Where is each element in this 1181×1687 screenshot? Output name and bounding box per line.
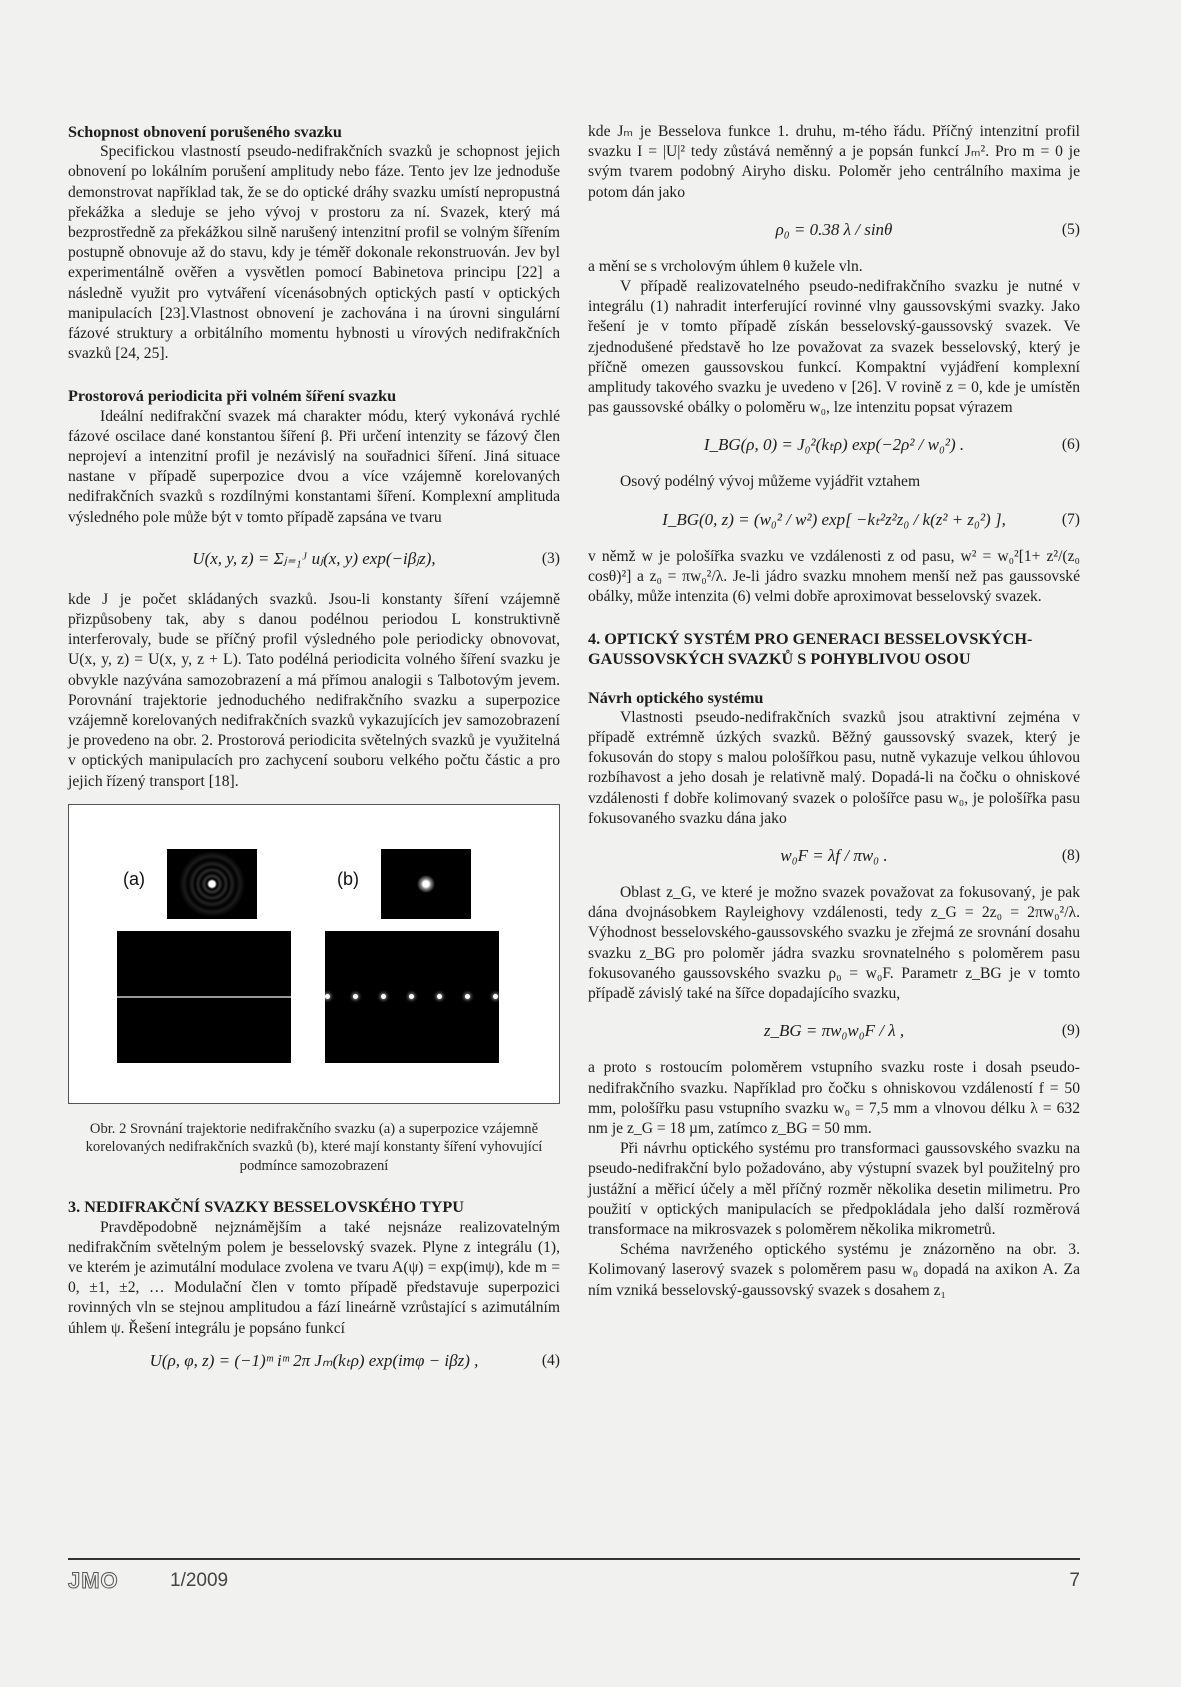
equation-6 bbox=[588, 418, 1080, 472]
equation-4 bbox=[68, 1339, 560, 1383]
equation-3 bbox=[68, 528, 560, 590]
footer-divider bbox=[68, 1558, 1080, 1560]
paragraph: Ideální nedifrakční svazek má charakter módu, který vykonává rychlé fázové oscilace dané konstantou šíření β. Při určení intenzity se fázový člen neprojeví a intenzitní profil je nezávislý na souřadnici šíření. Jiná situace nastane v případě superpozice dvou a více vzájemně korelovaných nedifrakčních svazků s rozdílnými konstantami šíření. Komplexní amplituda výsledného pole může být v tomto případě zapsána ve tvaru bbox=[68, 407, 560, 526]
section-heading: 3. NEDIFRAKČNÍ SVAZKY BESSELOVSKÉHO TYPU bbox=[68, 1198, 464, 1217]
left-column bbox=[68, 122, 560, 1383]
paragraph: kde Jₘ je Besselova funkce 1. druhu, m-tého řádu. Příčný intenzitní profil svazku I = |U|² tedy zůstává neměnný a je popsán funkcí Jₘ². Pro m = 0 je svým tvarem podobný Airyho disku. Poloměr jeho centrálního maxima je potom dán jako bbox=[588, 123, 1080, 201]
page-number: 7 bbox=[1069, 1570, 1080, 1591]
equation-text: U(x, y, z) = Σⱼ₌₁ᴶ uⱼ(x, y) exp(−iβⱼz), bbox=[192, 548, 436, 568]
paragraph: Osový podélný vývoj můžeme vyjádřit vztahem bbox=[620, 473, 921, 491]
figure-label-a: (a) bbox=[123, 868, 145, 889]
paragraph: Oblast z_G, ve které je možno svazek považovat za fokusovaný, je pak dána dvojnásobkem Rayleighovy vzdálenosti, tedy z_G = 2z₀ = 2πw₀²/λ. Výhodnost besselovského-gaussovského svazku je zřejmá ze srovnání dosahu svazku z_BG pro poloměr jádra svazku srovnatelného s poloměrem pasu fokusovaného gaussovského svazku ρ₀ = w₀F. Parametr z_BG je v tomto případě závislý také na šířce dopadajícího svazku, bbox=[588, 884, 1080, 1003]
equation-text: I_BG(ρ, 0) = J₀²(kₜρ) exp(−2ρ² / w₀²) . bbox=[703, 435, 965, 455]
paragraph: Vlastnosti pseudo-nedifrakčních svazků jsou atraktivní zejména v případě extrémně úzkých svazků. Běžný gaussovský svazek, který je fokusován do stopy s malou pološířkou pasu, nutně vykazuje velkou úhlovou rozbíhavost a jeho dosah je relativně malý. Dopadá-li na čočku o ohniskové vzdálenosti f dobře kolimovaný svazek o pološířce pasu w₀, je pološířka pasu fokusovaného svazku dána jako bbox=[588, 708, 1080, 827]
paragraph: v němž w je pološířka svazku ve vzdálenosti z od pasu, w² = w₀²[1+ z²/(z₀ cosθ)²] a z₀ = πw₀²/λ. Je-li jádro svazku mnohem menší než pas gaussovské obálky, může intenzita (6) velmi dobře aproximovat besselovský svazek. bbox=[588, 547, 1080, 606]
equation-text: z_BG = πw₀w₀F / λ , bbox=[763, 1021, 905, 1041]
paragraph: a proto s rostoucím poloměrem vstupního svazku roste i dosah pseudo-nedifrakčního svazku. Například pro čočku s ohniskovou vzdáleností f = 50 mm, pološířku pasu vstupního svazku w₀ = 7,5 mm a vlnovou délku λ = 632 nm je z_G = 18 µm, zatímco z_BG = 50 mm. bbox=[588, 1059, 1080, 1137]
figure-caption: Obr. 2 Srovnání trajektorie nedifrakčního svazku (a) a superpozice vzájemně korelovaných nedifrakčních svazků (b), které mají konstanty šíření vyhovující podmínce samozobrazení bbox=[85, 1120, 543, 1174]
superposition-beam-profile-image bbox=[381, 849, 471, 919]
paragraph: kde J je počet skládaných svazků. Jsou-li konstanty šíření vzájemně přizpůsobeny tak, aby s danou podélnou periodou L konstruktivně interferovaly, bude se příčný profil výsledného pole periodicky obnovovat, U(x, y, z) = U(x, y, z + L). Tato podélná periodicita volného šíření svazku je obvykle nazývána samozobrazení a má přímou analogii s Talbotovým jevem. Porovnání trajektorie jednoduchého nedifrakčního svazku a superpozice vzájemně korelovaných nedifrakčních svazků vykazujících jev samozobrazení je provedeno na obr. 2. Prostorová periodicita světelných svazků je využitelná v optických manipulacích pro zachycení souboru velkého počtu částic a pro jejich řízený transport [18]. bbox=[68, 590, 560, 790]
equation-text: U(ρ, φ, z) = (−1)ᵐ iᵐ 2π Jₘ(kₜρ) exp(imφ − iβz) , bbox=[149, 1350, 479, 1370]
equation-7 bbox=[588, 493, 1080, 547]
equation-8 bbox=[588, 829, 1080, 883]
figure-label-b: (b) bbox=[337, 868, 359, 889]
paragraph: a mění se s vrcholovým úhlem θ kužele vln. bbox=[588, 257, 863, 275]
bessel-beam-profile-image bbox=[167, 849, 257, 919]
equation-number: (8) bbox=[1061, 846, 1080, 864]
equation-text: I_BG(0, z) = (w₀² / w²) exp[ −kₜ²z²z₀ / k(z² + z₀²) ], bbox=[662, 509, 1006, 529]
equation-5 bbox=[588, 203, 1080, 257]
paragraph: Specifickou vlastností pseudo-nedifrakčních svazků je schopnost jejich obnovení po lokálním porušení amplitudy nebo fáze. Tento jev lze jednoduše demonstrovat například tak, že se do optické dráhy svazku umístí nepropustná překážka a sleduje se jeho vývoj v prostoru za ní. Svazek, který má bezprostředně za překážkou silně narušený intenzitní profil se volným šířením postupně obnovuje až do stavu, kdy je téměř dokonale rekonstruován. Jev byl experimentálně ověřen a vysvětlen pomocí Babinetova principu [22] a následně využit pro vytváření vícenásobných optických pastí v optických manipulacích [23].Vlastnost obnovení je zachována i na úrovni singulární fázové struktury a orbitálního momentu hybnosti u vírových nedifrakčních svazků [24, 25]. bbox=[68, 143, 560, 363]
section-heading: 4. OPTICKÝ SYSTÉM PRO GENERACI BESSELOVSKÝCH-GAUSSOVSKÝCH SVAZKŮ S POHYBLIVOU OSOU bbox=[588, 630, 1033, 669]
figure-2 bbox=[68, 804, 560, 1104]
section-heading: Návrh optického systému bbox=[588, 688, 764, 707]
equation-9 bbox=[588, 1004, 1080, 1058]
paragraph: Pravděpodobně nejznámějším a také nejsnáze realizovatelným nedifrakčním světelným polem je besselovský svazek. Plyne z integrálu (1), ve kterém je azimutální modulace zvolena ve tvaru A(ψ) = exp(imψ), kde m = 0, ±1, ±2, … Modulační člen v tomto případě představuje superpozici rovinných vln se stejnou amplitudou a fází lineárně vzrůstající s azimutálním úhlem ψ. Řešení integrálu je popsáno funkcí bbox=[68, 1218, 560, 1337]
equation-number: (5) bbox=[1061, 220, 1080, 238]
section-heading: Schopnost obnovení porušeného svazku bbox=[68, 123, 342, 141]
journal-logo: JMO bbox=[68, 1568, 119, 1593]
equation-number: (4) bbox=[541, 1351, 560, 1369]
equation-number: (7) bbox=[1061, 510, 1080, 528]
equation-text: w₀F = λf / πw₀ . bbox=[780, 845, 888, 865]
issue-number: 1/2009 bbox=[170, 1570, 229, 1591]
paragraph: Při návrhu optického systému pro transformaci gaussovského svazku na pseudo-nedifrakční bylo požadováno, aby výstupní svazek byl použitelný pro justážní a měřicí účely a měl příčný rozměr několika desetin milimetru. Pro použití v optických manipulacích se předpokládala jeho další rozměrová transformace na mikrosvazek s poloměrem několika mikrometrů. bbox=[588, 1140, 1080, 1238]
paragraph: Schéma navrženého optického systému je znázorněno na obr. 3. Kolimovaný laserový svazek s poloměrem pasu w₀ dopadá na axikon A. Za ním vzniká besselovský-gaussovský svazek s dosahem z₁ bbox=[588, 1241, 1080, 1299]
bessel-beam-trajectory-image bbox=[117, 931, 291, 1063]
right-column bbox=[588, 122, 1080, 1301]
section-heading: Prostorová periodicita při volném šíření svazku bbox=[68, 387, 397, 406]
equation-number: (3) bbox=[541, 549, 560, 567]
equation-number: (9) bbox=[1061, 1022, 1080, 1040]
equation-number: (6) bbox=[1061, 436, 1080, 454]
self-imaging-beam-trajectory-image bbox=[325, 931, 499, 1063]
equation-text: ρ₀ = 0.38 λ / sinθ bbox=[775, 219, 893, 239]
paragraph: V případě realizovatelného pseudo-nedifrakčního svazku je nutné v integrálu (1) nahradit interferující rovinné vlny gaussovskými svazky. Jako řešení je v tomto případě získán besselovský-gaussovský svazek. Ve zjednodušené představě ho lze považovat za svazek besselovský, který je příčně omezen gaussovskou funkcí. Kompaktní vyjádření komplexní amplitudy takového svazku je uvedeno v [26]. V rovině z = 0, kde je umístěn pas gaussovské obálky o poloměru w₀, lze intenzitu popsat výrazem bbox=[588, 278, 1080, 417]
